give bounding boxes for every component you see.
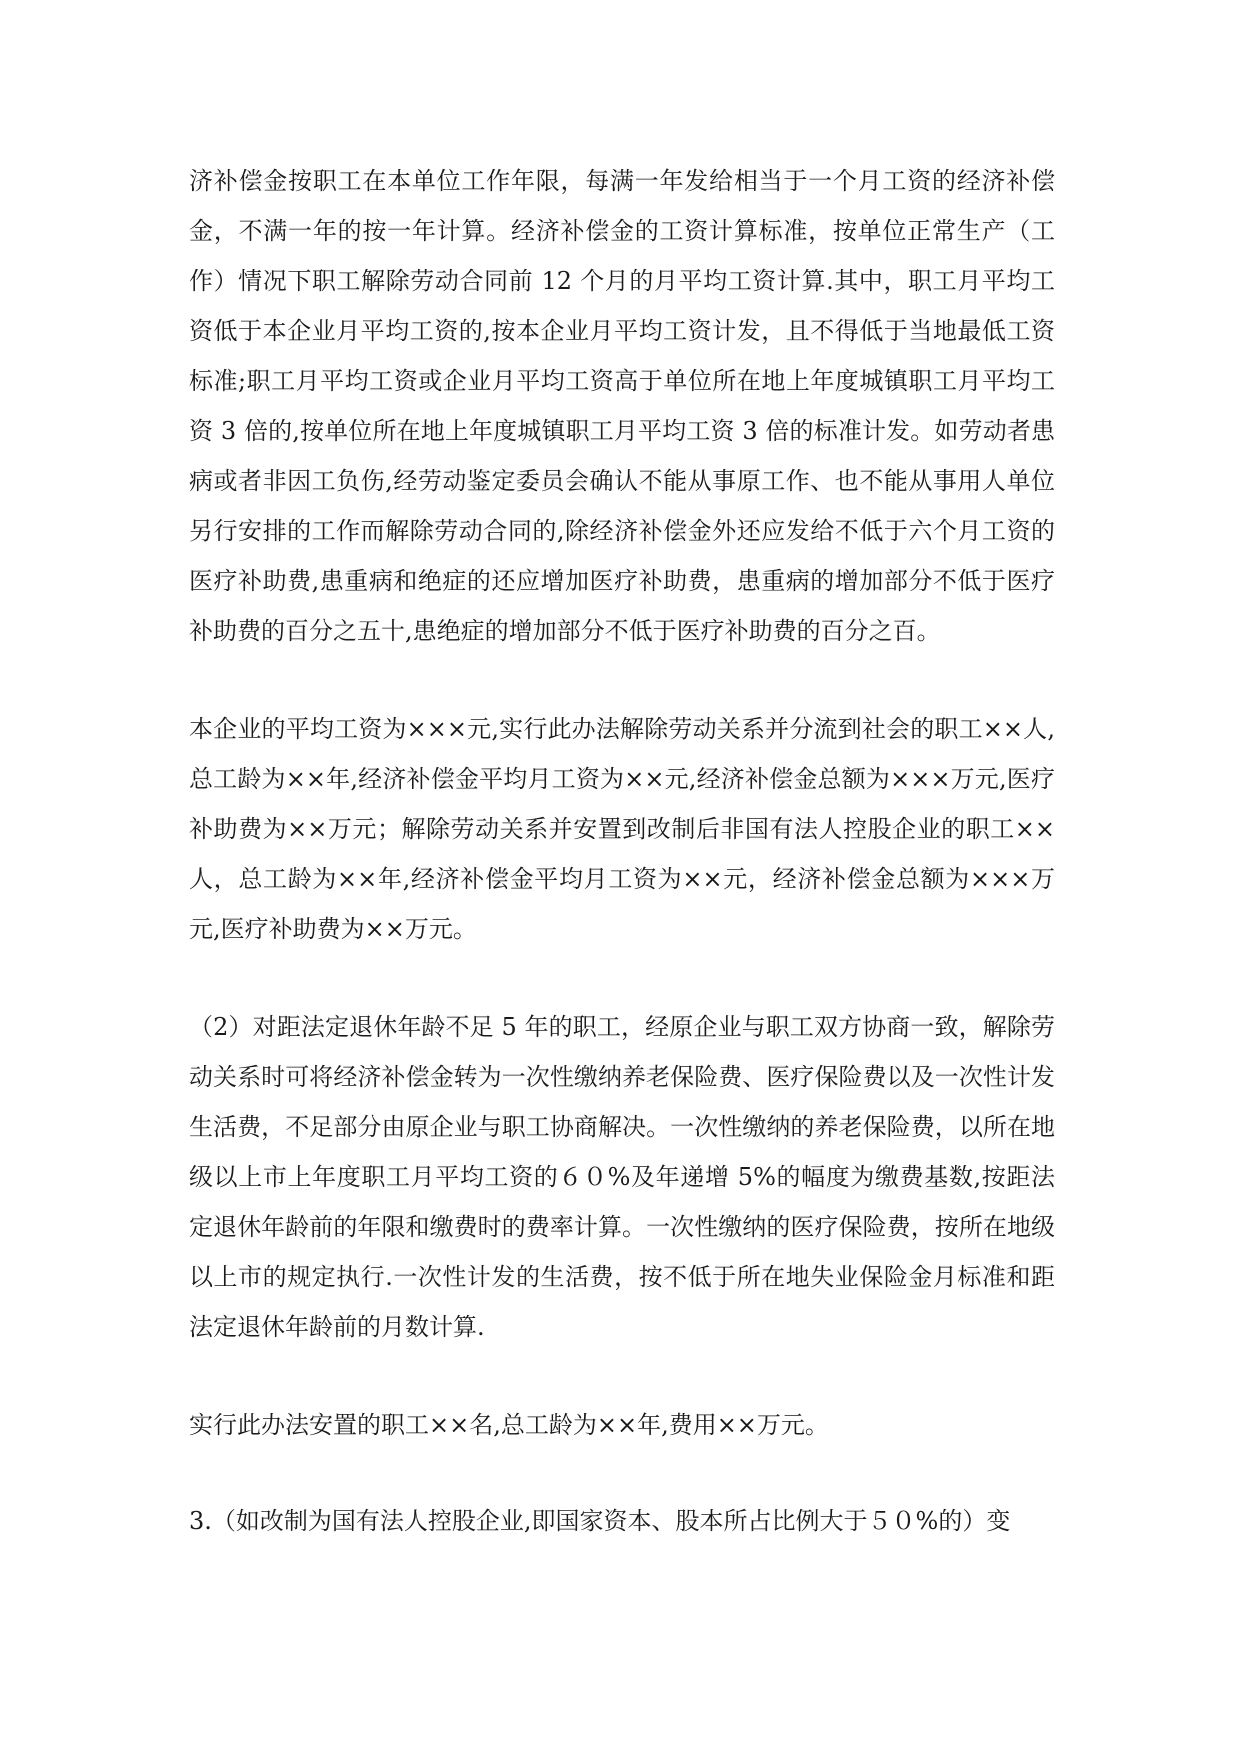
paragraph-near-retirement: （2）对距法定退休年龄不足 5 年的职工，经原企业与职工双方协商一致，解除劳动关系时可将经济补偿金转为一次性缴纳养老保险费、医疗保险费以及一次性计发生活费，不足部分由原企业与职工协商解决。一次性缴纳的养老保险费，以所在地级以上市上年度职工月平均工资的６０%及年递增 5%的幅度为缴费基数,按距法定退休年龄前的年限和缴费时的费率计算。一次性缴纳的医疗保险费，按所在地级以上市的规定执行.一次性计发的生活费，按不低于所在地失业保险金月标准和距法定退休年龄前的月数计算. xyxy=(189,1013,1055,1341)
paragraph-compensation-rules: 济补偿金按职工在本单位工作年限，每满一年发给相当于一个月工资的经济补偿金，不满一年的按一年计算。经济补偿金的工资计算标准，按单位正常生产（工作）情况下职工解除劳动合同前 12 个月的月平均工资计算.其中，职工月平均工资低于本企业月平均工资的,按本企业月平均工资计发，且不得低于当地最低工资标准;职工月平均工资或企业月平均工资高于单位所在地上年度城镇职工月平均工资 3 倍的,按单位所在地上年度城镇职工月平均工资 3 倍的标准计发。如劳动者患病或者非因工负伤,经劳动鉴定委员会确认不能从事原工作、也不能从事用人单位另行安排的工作而解除劳动合同的,除经济补偿金外还应发给不低于六个月工资的医疗补助费,患重病和绝症的还应增加医疗补助费，患重病的增加部分不低于医疗补助费的百分之五十,患绝症的增加部分不低于医疗补助费的百分之百。 xyxy=(189,167,1055,645)
paragraph-placement-summary: 实行此办法安置的职工××名,总工龄为××年,费用××万元。 xyxy=(189,1411,829,1439)
paragraph-enterprise-average-wage: 本企业的平均工资为×××元,实行此办法解除劳动关系并分流到社会的职工××人,总工龄为××年,经济补偿金平均月工资为××元,经济补偿金总额为×××万元,医疗补助费为××万元；解除劳动关系并安置到改制后非国有法人控股企业的职工××人，总工龄为××年,经济补偿金平均月工资为××元，经济补偿金总额为×××万元,医疗补助费为××万元。 xyxy=(189,715,1055,943)
document-body xyxy=(189,156,1055,1546)
paragraph-state-holding: 3.（如改制为国有法人控股企业,即国家资本、股本所占比例大于５０%的）变 xyxy=(189,1507,1011,1535)
